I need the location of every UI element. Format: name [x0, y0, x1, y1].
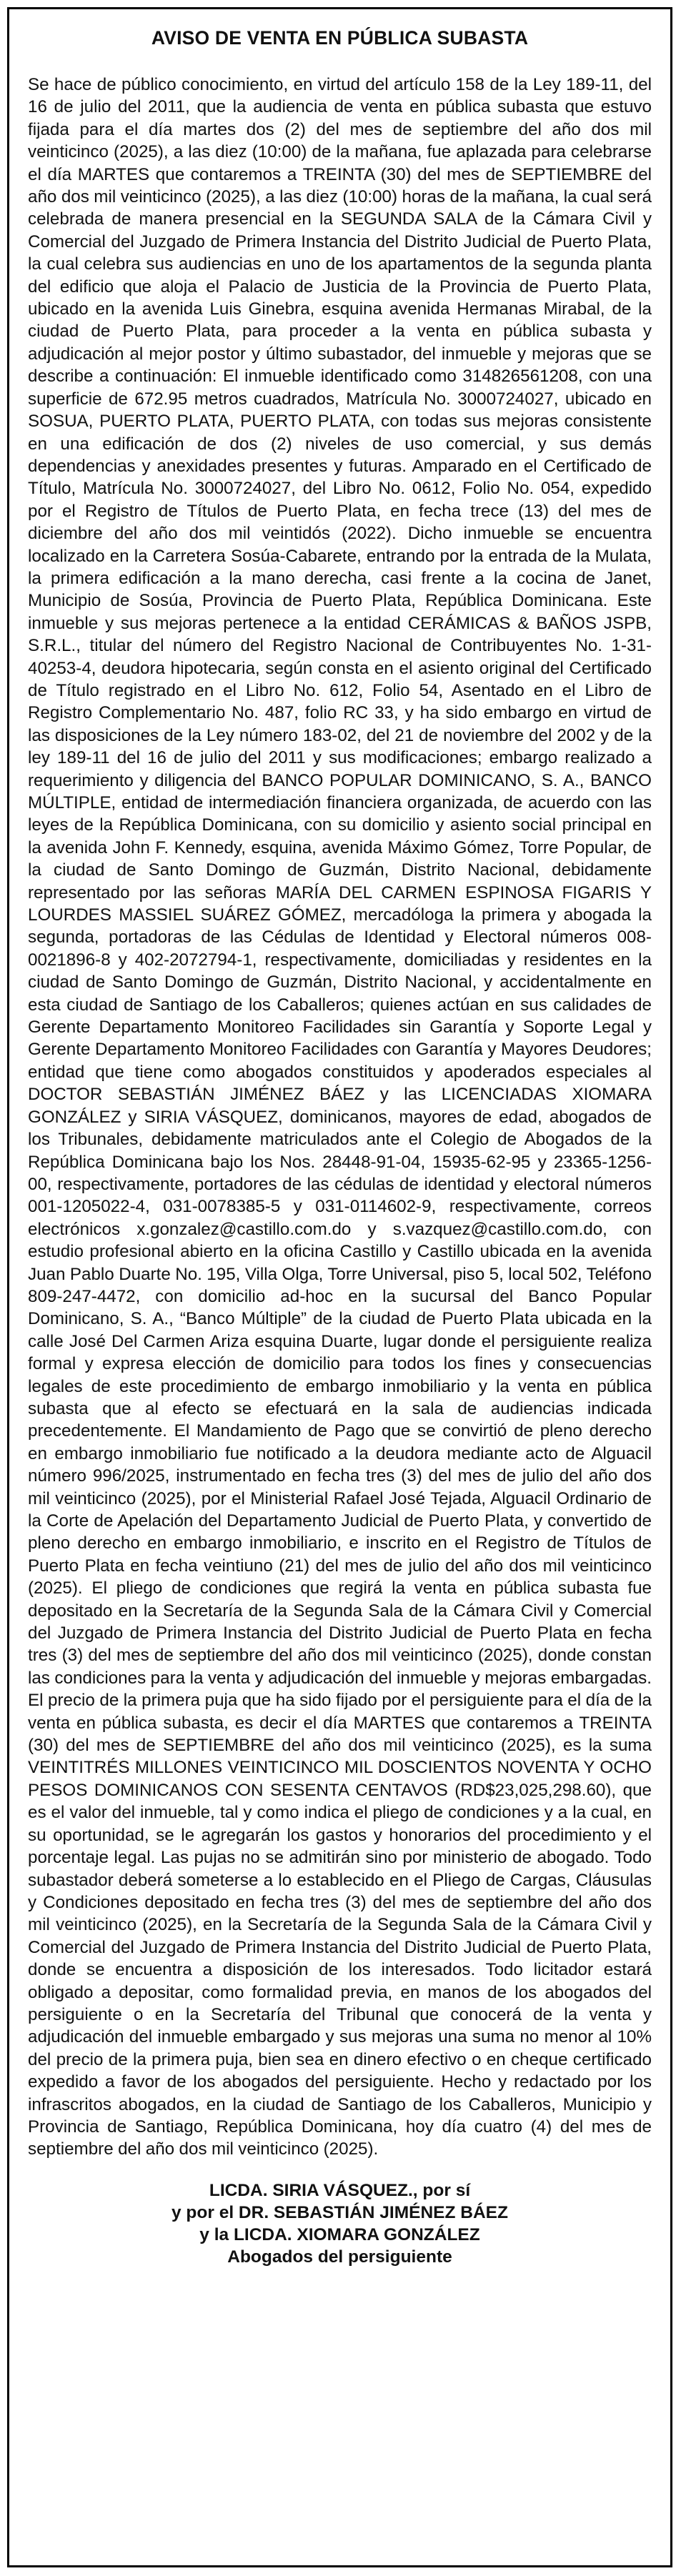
signature-line-4: Abogados del persiguiente: [227, 2247, 452, 2267]
signature-line-2: y por el DR. SEBASTIÁN JIMÉNEZ BÁEZ: [171, 2202, 508, 2222]
legal-notice: [7, 7, 672, 2567]
notice-title: AVISO DE VENTA EN PÚBLICA SUBASTA: [151, 27, 529, 49]
notice-body: Se hace de público conocimiento, en virtud del artículo 158 de la Ley 189-11, del 16 de julio del 2011, que la audiencia de venta en pública subasta que estuvo fijada para el día martes dos (2) del mes de septiembre del año dos mil veinticinco (2025), a las diez (10:00) de la mañana, fue aplazada para celebrarse el día MARTES que contaremos a TREINTA (30) del mes de SEPTIEMBRE del año dos mil veinticinco (2025), a las diez (10:00) horas de la mañana, la cual será celebrada de manera presencial en la SEGUNDA SALA de la Cámara Civil y Comercial del Juzgado de Primera Instancia del Distrito Judicial de Puerto Plata, la cual celebra sus audiencias en uno de los apartamentos de la segunda planta del edificio que aloja el Palacio de Justicia de la Provincia de Puerto Plata, ubicado en la avenida Luis Ginebra, esquina avenida Hermanas Mirabal, de la ciudad de Puerto Plata, para proceder a la venta en pública subasta y adjudicación al mejor postor y último subastador, del inmueble y mejoras que se describe a continuación: El inmueble identificado como 314826561208, con una superficie de 672.95 metros cuadrados, Matrícula No. 3000724027, ubicado en SOSUA, PUERTO PLATA, PUERTO PLATA, con todas sus mejoras consistente en una edificación de dos (2) niveles de uso comercial, y sus demás dependencias y anexidades presentes y futuras. Amparado en el Certificado de Título, Matrícula No. 3000724027, del Libro No. 0612, Folio No. 054, expedido por el Registro de Títulos de Puerto Plata, en fecha trece (13) del mes de diciembre del año dos mil veintidós (2022). Dicho inmueble se encuentra localizado en la Carretera Sosúa-Cabarete, entrando por la entrada de la Mulata, la primera edificación a la mano derecha, casi frente a la cocina de Janet, Municipio de Sosúa, Provincia de Puerto Plata, República Dominicana. Este inmueble y sus mejoras pertenece a la entidad CERÁMICAS & BAÑOS JSPB, S.R.L., titular del número del Registro Nacional de Contribuyentes No. 1-31-40253-4, deudora hipotecaria, según consta en el asiento original del Certificado de Título registrado en el Libro No. 612, Folio 54, Asentado en el Libro de Registro Complementario No. 487, folio RC 33, y ha sido embargo en virtud de las disposiciones de la Ley número 183-02, del 21 de noviembre del 2002 y de la ley 189-11 del 16 de julio del 2011 y sus modificaciones; embargo realizado a requerimiento y diligencia del BANCO POPULAR DOMINICANO, S. A., BANCO MÚLTIPLE, entidad de intermediación financiera organizada, de acuerdo con las leyes de la República Dominicana, con su domicilio y asiento social principal en la avenida John F. Kennedy, esquina, avenida Máximo Gómez, Torre Popular, de la ciudad de Santo Domingo de Guzmán, Distrito Nacional, debidamente representado por las señoras MARÍA DEL CARMEN ESPINOSA FIGARIS Y LOURDES MASSIEL SUÁREZ GÓMEZ, mercadóloga la primera y abogada la segunda, portadoras de las Cédulas de Identidad y Electoral números 008-0021896-8 y 402-2072794-1, respectivamente, domiciliadas y residentes en la ciudad de Santo Domingo de Guzmán, Distrito Nacional, y accidentalmente en esta ciudad de Santiago de los Caballeros; quienes actúan en sus calidades de Gerente Departamento Monitoreo Facilidades sin Garantía y Soporte Legal y Gerente Departamento Monitoreo Facilidades con Garantía y Mayores Deudores; entidad que tiene como abogados constituidos y apoderados especiales al DOCTOR SEBASTIÁN JIMÉNEZ BÁEZ y las LICENCIADAS XIOMARA GONZÁLEZ y SIRIA VÁSQUEZ, dominicanos, mayores de edad, abogados de los Tribunales, debidamente matriculados ante el Colegio de Abogados de la República Dominicana bajo los Nos. 28448-91-04, 15935-62-95 y 23365-1256-00, respectivamente, portadores de las cédulas de identidad y electoral números 001-1205022-4, 031-0078385-5 y 031-0114602-9, respectivamente, correos electrónicos x.gonzalez@castillo.com.do y s.vazquez@castillo.com.do, con estudio profesional abierto en la oficina Castillo y Castillo ubicada en la avenida Juan Pablo Duarte No. 195, Villa Olga, Torre Universal, piso 5, local 502, Teléfono 809-247-4472, con domicilio ad-hoc en la sucursal del Banco Popular Dominicano, S. A., “Banco Múltiple” de la ciudad de Puerto Plata ubicada en la calle José Del Carmen Ariza esquina Duarte, lugar donde el persiguiente realiza formal y expresa elección de domicilio para todos los fines y consecuencias legales de este procedimiento de embargo inmobiliario y la venta en pública subasta que al efecto se efectuará en la sala de audiencias indicada precedentemente. El Mandamiento de Pago que se convirtió de pleno derecho en embargo inmobiliario fue notificado a la deudora mediante acto de Alguacil número 996/2025, instrumentado en fecha tres (3) del mes de julio del año dos mil veinticinco (2025), por el Ministerial Rafael José Tejada, Alguacil Ordinario de la Corte de Apelación del Departamento Judicial de Puerto Plata, y convertido de pleno derecho en embargo inmobiliario, e inscrito en el Registro de Títulos de Puerto Plata en fecha veintiuno (21) del mes de julio del año dos mil veinticinco (2025). El pliego de condiciones que regirá la venta en pública subasta fue depositado en la Secretaría de la Segunda Sala de la Cámara Civil y Comercial del Juzgado de Primera Instancia del Distrito Judicial de Puerto Plata en fecha tres (3) del mes de septiembre del año dos mil veinticinco (2025), donde constan las condiciones para la venta y adjudicación del inmueble y mejoras embargadas. El precio de la primera puja que ha sido fijado por el persiguiente para el día de la venta en pública subasta, es decir el día MARTES que contaremos a TREINTA (30) del mes de SEPTIEMBRE del año dos mil veinticinco (2025), es la suma VEINTITRÉS MILLONES VEINTICINCO MIL DOSCIENTOS NOVENTA Y OCHO PESOS DOMINICANOS CON SESENTA CENTAVOS (RD$23,025,298.60), que es el valor del inmueble, tal y como indica el pliego de condiciones y a la cual, en su oportunidad, se le agregarán los gastos y honorarios del procedimiento y el porcentaje legal. Las pujas no se admitirán sino por ministerio de abogado. Todo subastador deberá someterse a lo establecido en el Pliego de Cargas, Cláusulas y Condiciones depositado en fecha tres (3) del mes de septiembre del año dos mil veinticinco (2025), en la Secretaría de la Segunda Sala de la Cámara Civil y Comercial del Juzgado de Primera Instancia del Distrito Judicial de Puerto Plata, donde se encuentra a disposición de los interesados. Todo licitador estará obligado a depositar, como formalidad previa, en manos de los abogados del persiguiente o en la Secretaría del Tribunal que conocerá de la venta y adjudicación del inmueble embargado y sus mejoras una suma no menor al 10% del precio de la primera puja, bien sea en dinero efectivo o en cheque certificado expedido a favor de los abogados del persiguiente. Hecho y redactado por los infrascritos abogados, en la ciudad de Santiago de los Caballeros, Municipio y Provincia de Santiago, República Dominicana, hoy día cuatro (4) del mes de septiembre del año dos mil veinticinco (2025).: [28, 75, 652, 2159]
signature-line-3: y la LICDA. XIOMARA GONZÁLEZ: [199, 2224, 480, 2244]
signature-line-1: LICDA. SIRIA VÁSQUEZ., por sí: [209, 2180, 471, 2200]
signature-block: [28, 2179, 652, 2268]
